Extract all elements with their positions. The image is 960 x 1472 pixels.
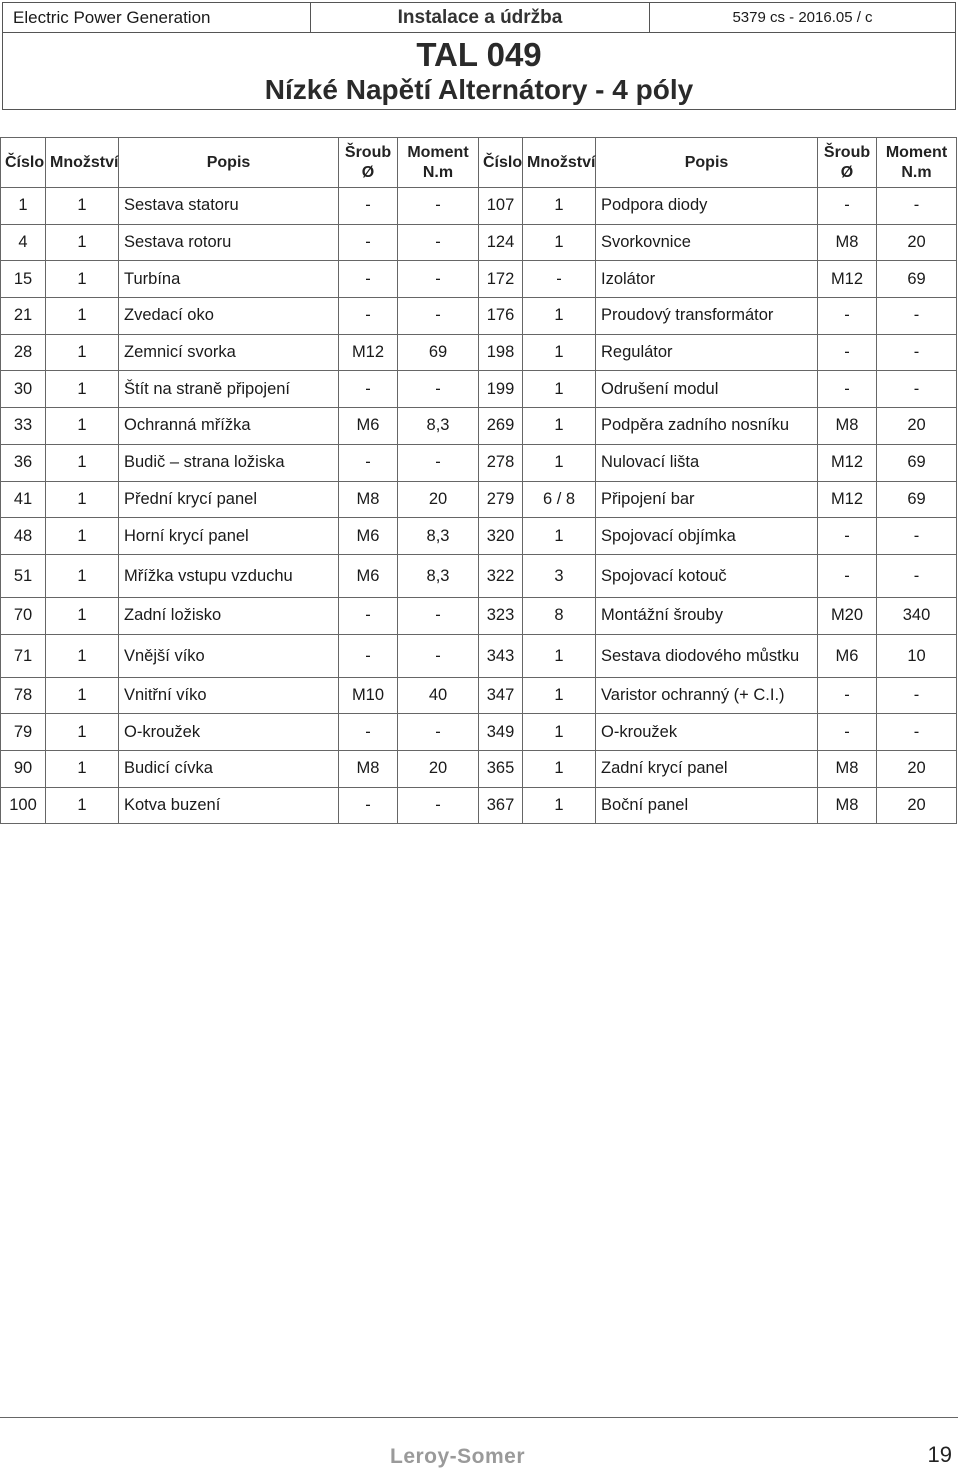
torque-cell: -	[877, 518, 957, 555]
screw-cell: M8	[339, 750, 398, 787]
screw-cell: -	[339, 261, 398, 298]
screw-cell: -	[339, 597, 398, 634]
quantity-cell: 1	[523, 518, 596, 555]
part-number-cell: 79	[1, 714, 46, 751]
table-row	[1, 261, 957, 298]
quantity-cell: 1	[46, 787, 119, 824]
part-number-cell: 100	[1, 787, 46, 824]
description-cell: O-kroužek	[596, 714, 818, 751]
description-cell: Připojení bar	[596, 481, 818, 518]
torque-cell: 10	[877, 634, 957, 677]
quantity-cell: 3	[523, 554, 596, 597]
quantity-cell: 1	[523, 188, 596, 225]
quantity-cell: 1	[523, 634, 596, 677]
part-number-cell: 278	[479, 444, 523, 481]
description-cell: Podpěra zadního nosníku	[596, 408, 818, 445]
table-row	[1, 481, 957, 518]
screw-cell: -	[818, 677, 877, 714]
screw-cell: -	[818, 518, 877, 555]
torque-cell: -	[398, 597, 479, 634]
screw-cell: M6	[818, 634, 877, 677]
quantity-cell: 1	[46, 677, 119, 714]
screw-cell: -	[818, 371, 877, 408]
quantity-cell: 1	[523, 408, 596, 445]
screw-cell: M10	[339, 677, 398, 714]
screw-cell: -	[339, 634, 398, 677]
table-row	[1, 298, 957, 335]
header-moment: Moment N.m	[877, 138, 957, 188]
torque-cell: 20	[877, 224, 957, 261]
description-cell: Štít na straně připojení	[119, 371, 339, 408]
screw-cell: -	[339, 787, 398, 824]
screw-cell: M6	[339, 554, 398, 597]
torque-cell: -	[877, 298, 957, 335]
screw-cell: M8	[818, 787, 877, 824]
header-mnozstvi: Množství	[46, 138, 119, 188]
table-header-row	[1, 138, 957, 188]
page-subtitle: Nízké Napětí Alternátory - 4 póly	[264, 74, 694, 105]
quantity-cell: 6 / 8	[523, 481, 596, 518]
quantity-cell: 1	[523, 787, 596, 824]
part-number-cell: 21	[1, 298, 46, 335]
screw-cell: M12	[818, 481, 877, 518]
table-row	[1, 750, 957, 787]
description-cell: Spojovací objímka	[596, 518, 818, 555]
description-cell: Spojovací kotouč	[596, 554, 818, 597]
description-cell: Boční panel	[596, 787, 818, 824]
torque-cell: 20	[398, 750, 479, 787]
quantity-cell: 1	[523, 298, 596, 335]
description-cell: Sestava diodového můstku	[596, 634, 818, 677]
quantity-cell: 1	[46, 298, 119, 335]
description-cell: Proudový transformátor	[596, 298, 818, 335]
part-number-cell: 198	[479, 334, 523, 371]
part-number-cell: 4	[1, 224, 46, 261]
table-row	[1, 408, 957, 445]
part-number-cell: 367	[479, 787, 523, 824]
description-cell: Kotva buzení	[119, 787, 339, 824]
description-cell: Zadní krycí panel	[596, 750, 818, 787]
part-number-cell: 51	[1, 554, 46, 597]
leroy-somer-logo: Leroy-Somer	[390, 1445, 526, 1468]
description-cell: Budič – strana ložiska	[119, 444, 339, 481]
quantity-cell: 1	[523, 444, 596, 481]
description-cell: Zadní ložisko	[119, 597, 339, 634]
description-cell: Vnější víko	[119, 634, 339, 677]
part-number-cell: 199	[479, 371, 523, 408]
table-row	[1, 634, 957, 677]
screw-cell: M12	[339, 334, 398, 371]
header-top-row	[3, 3, 955, 33]
quantity-cell: 1	[46, 224, 119, 261]
part-number-cell: 365	[479, 750, 523, 787]
quantity-cell: 1	[46, 334, 119, 371]
page-number: 19	[927, 1442, 952, 1467]
quantity-cell: 1	[523, 334, 596, 371]
torque-cell: 20	[877, 408, 957, 445]
screw-cell: -	[339, 371, 398, 408]
quantity-cell: 1	[523, 750, 596, 787]
part-number-cell: 279	[479, 481, 523, 518]
description-cell: Montážní šrouby	[596, 597, 818, 634]
description-cell: Turbína	[119, 261, 339, 298]
screw-cell: -	[339, 298, 398, 335]
quantity-cell: 1	[523, 714, 596, 751]
torque-cell: -	[877, 334, 957, 371]
description-cell: Regulátor	[596, 334, 818, 371]
table-row	[1, 554, 957, 597]
torque-cell: 8,3	[398, 408, 479, 445]
part-number-cell: 1	[1, 188, 46, 225]
parts-table	[0, 137, 957, 824]
document-reference: 5379 cs - 2016.05 / c	[732, 9, 873, 26]
part-number-cell: 33	[1, 408, 46, 445]
screw-cell: M8	[818, 750, 877, 787]
part-number-cell: 30	[1, 371, 46, 408]
table-row	[1, 371, 957, 408]
part-number-cell: 28	[1, 334, 46, 371]
page-title: TAL 049	[416, 36, 542, 73]
quantity-cell: 1	[46, 188, 119, 225]
torque-cell: 40	[398, 677, 479, 714]
quantity-cell: 1	[46, 634, 119, 677]
description-cell: O-kroužek	[119, 714, 339, 751]
description-cell: Přední krycí panel	[119, 481, 339, 518]
description-cell: Sestava statoru	[119, 188, 339, 225]
table-row	[1, 714, 957, 751]
torque-cell: 69	[398, 334, 479, 371]
screw-cell: M12	[818, 261, 877, 298]
part-number-cell: 107	[479, 188, 523, 225]
torque-cell: -	[398, 371, 479, 408]
torque-cell: -	[398, 787, 479, 824]
torque-cell: -	[398, 634, 479, 677]
description-cell: Nulovací lišta	[596, 444, 818, 481]
description-cell: Izolátor	[596, 261, 818, 298]
part-number-cell: 176	[479, 298, 523, 335]
part-number-cell: 349	[479, 714, 523, 751]
quantity-cell: 1	[46, 554, 119, 597]
torque-cell: -	[877, 188, 957, 225]
quantity-cell: 1	[46, 261, 119, 298]
part-number-cell: 320	[479, 518, 523, 555]
section-title: Instalace a údržba	[311, 3, 650, 32]
torque-cell: -	[877, 554, 957, 597]
quantity-cell: 1	[523, 371, 596, 408]
quantity-cell: 1	[46, 371, 119, 408]
header-popis: Popis	[119, 138, 339, 188]
torque-cell: 69	[877, 481, 957, 518]
description-cell: Budicí cívka	[119, 750, 339, 787]
header-mnozstvi: Množství	[523, 138, 596, 188]
quantity-cell: 1	[523, 677, 596, 714]
description-cell: Varistor ochranný (+ C.I.)	[596, 677, 818, 714]
description-cell: Podpora diody	[596, 188, 818, 225]
screw-cell: -	[818, 298, 877, 335]
header-cislo: Číslo	[479, 138, 523, 188]
header-cislo: Číslo	[1, 138, 46, 188]
description-cell: Vnitřní víko	[119, 677, 339, 714]
part-number-cell: 322	[479, 554, 523, 597]
header-sroub: Šroub Ø	[818, 138, 877, 188]
parts-table-body	[1, 188, 957, 824]
table-row	[1, 334, 957, 371]
part-number-cell: 71	[1, 634, 46, 677]
description-cell: Horní krycí panel	[119, 518, 339, 555]
quantity-cell: 1	[46, 750, 119, 787]
torque-cell: 69	[877, 261, 957, 298]
table-row	[1, 444, 957, 481]
quantity-cell: 1	[46, 597, 119, 634]
torque-cell: -	[877, 714, 957, 751]
screw-cell: M12	[818, 444, 877, 481]
torque-cell: -	[398, 224, 479, 261]
screw-cell: -	[339, 224, 398, 261]
description-cell: Sestava rotoru	[119, 224, 339, 261]
quantity-cell: 1	[46, 444, 119, 481]
quantity-cell: 1	[46, 408, 119, 445]
document-header	[2, 2, 956, 110]
torque-cell: 20	[877, 787, 957, 824]
quantity-cell: 1	[46, 481, 119, 518]
description-cell: Ochranná mřížka	[119, 408, 339, 445]
table-row	[1, 224, 957, 261]
part-number-cell: 269	[479, 408, 523, 445]
screw-cell: -	[339, 188, 398, 225]
part-number-cell: 36	[1, 444, 46, 481]
screw-cell: -	[818, 714, 877, 751]
description-cell: Zemnicí svorka	[119, 334, 339, 371]
torque-cell: 340	[877, 597, 957, 634]
company-name: Electric Power Generation	[3, 3, 311, 32]
quantity-cell: 1	[46, 714, 119, 751]
screw-cell: -	[339, 714, 398, 751]
footer-divider	[0, 1417, 958, 1418]
screw-cell: -	[818, 554, 877, 597]
torque-cell: -	[398, 188, 479, 225]
part-number-cell: 343	[479, 634, 523, 677]
part-number-cell: 172	[479, 261, 523, 298]
description-cell: Odrušení modul	[596, 371, 818, 408]
screw-cell: M6	[339, 518, 398, 555]
screw-cell: -	[818, 188, 877, 225]
torque-cell: -	[877, 371, 957, 408]
part-number-cell: 41	[1, 481, 46, 518]
torque-cell: -	[398, 298, 479, 335]
torque-cell: 8,3	[398, 518, 479, 555]
description-cell: Mřížka vstupu vzduchu	[119, 554, 339, 597]
part-number-cell: 48	[1, 518, 46, 555]
part-number-cell: 78	[1, 677, 46, 714]
table-row	[1, 518, 957, 555]
part-number-cell: 70	[1, 597, 46, 634]
screw-cell: -	[818, 334, 877, 371]
description-cell: Svorkovnice	[596, 224, 818, 261]
part-number-cell: 15	[1, 261, 46, 298]
screw-cell: M6	[339, 408, 398, 445]
screw-cell: M8	[818, 408, 877, 445]
part-number-cell: 347	[479, 677, 523, 714]
screw-cell: -	[339, 444, 398, 481]
quantity-cell: 1	[523, 224, 596, 261]
part-number-cell: 323	[479, 597, 523, 634]
torque-cell: -	[398, 444, 479, 481]
screw-cell: M20	[818, 597, 877, 634]
part-number-cell: 90	[1, 750, 46, 787]
table-row	[1, 188, 957, 225]
torque-cell: 20	[398, 481, 479, 518]
quantity-cell: 8	[523, 597, 596, 634]
table-row	[1, 677, 957, 714]
header-moment: Moment N.m	[398, 138, 479, 188]
torque-cell: -	[877, 677, 957, 714]
torque-cell: 8,3	[398, 554, 479, 597]
table-row	[1, 597, 957, 634]
torque-cell: -	[398, 714, 479, 751]
quantity-cell: 1	[46, 518, 119, 555]
header-sroub: Šroub Ø	[339, 138, 398, 188]
table-row	[1, 787, 957, 824]
part-number-cell: 124	[479, 224, 523, 261]
torque-cell: 20	[877, 750, 957, 787]
header-popis: Popis	[596, 138, 818, 188]
torque-cell: 69	[877, 444, 957, 481]
screw-cell: M8	[818, 224, 877, 261]
quantity-cell: -	[523, 261, 596, 298]
description-cell: Zvedací oko	[119, 298, 339, 335]
torque-cell: -	[398, 261, 479, 298]
screw-cell: M8	[339, 481, 398, 518]
